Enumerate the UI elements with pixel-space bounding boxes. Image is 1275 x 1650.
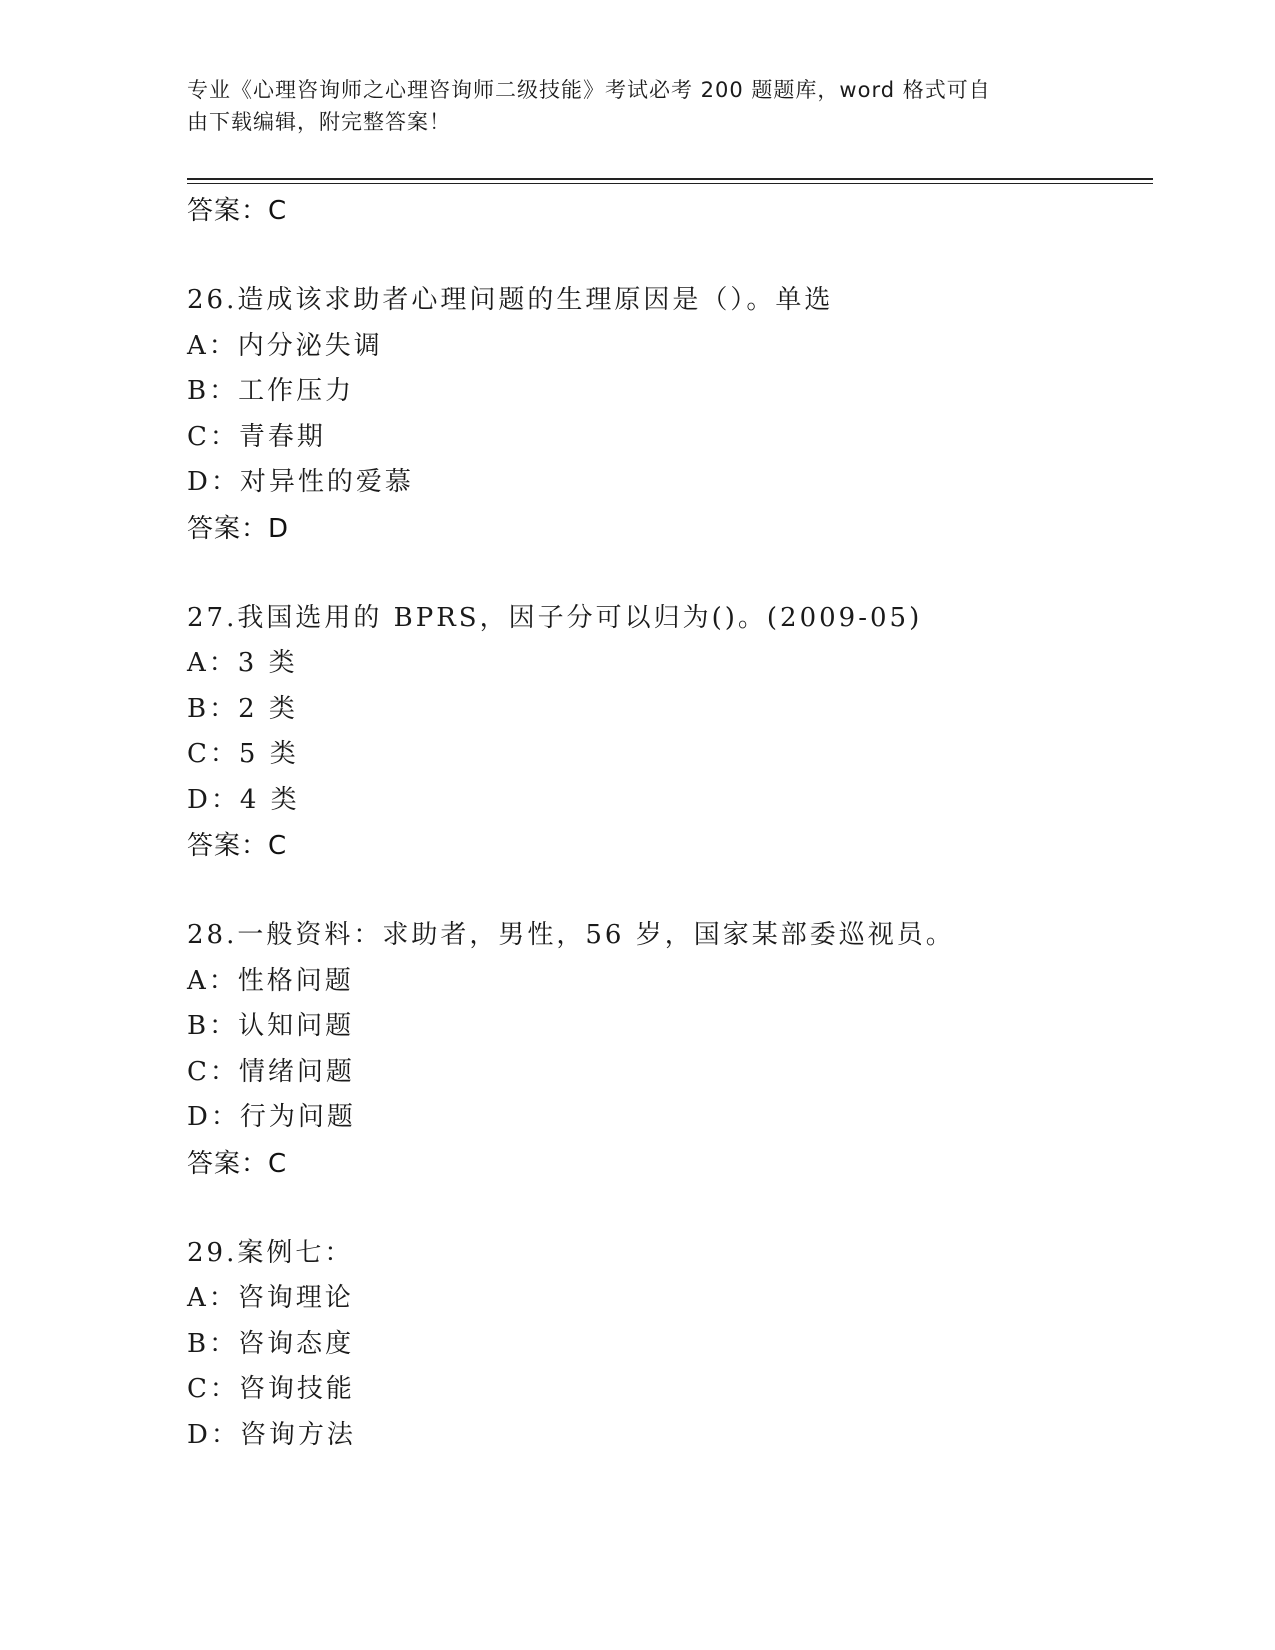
option-d: D：4 类 (187, 784, 300, 815)
question-29 (187, 1231, 1147, 1459)
answer-line: 答案：D (187, 513, 290, 544)
answer-line: 答案：C (187, 1148, 288, 1179)
question-list (187, 188, 1147, 1502)
option-c: C：情绪问题 (187, 1056, 355, 1087)
question-28 (187, 913, 1147, 1187)
question-title: 29.案例七： (187, 1237, 354, 1268)
header-line-1: 专业《心理咨询师之心理咨询师二级技能》考试必考 200 题题库，word 格式可自 (187, 78, 991, 102)
question-title: 28.一般资料：求助者，男性，56 岁，国家某部委巡视员。 (187, 920, 955, 950)
option-a: A：内分泌失调 (187, 330, 383, 361)
header-divider-thin (187, 183, 1153, 184)
document-header (187, 74, 1067, 138)
answer-line: 答案：C (187, 196, 288, 226)
option-c: C：5 类 (187, 739, 299, 769)
option-c: C：青春期 (187, 421, 326, 452)
question-27 (187, 596, 1147, 870)
option-d: D：对异性的爱慕 (187, 467, 414, 497)
question-26 (187, 278, 1147, 552)
option-b: B：咨询态度 (187, 1328, 355, 1359)
option-a: A：3 类 (187, 648, 298, 678)
header-divider-thick (187, 178, 1153, 180)
option-b: B：认知问题 (187, 1011, 355, 1041)
question-title: 27.我国选用的 BPRS，因子分可以归为()。(2009-05) (187, 602, 923, 633)
option-a: A：性格问题 (187, 965, 354, 996)
option-b: B：工作压力 (187, 376, 355, 406)
option-b: B：2 类 (187, 693, 298, 724)
question-title: 26.造成该求助者心理问题的生理原因是（）。单选 (187, 285, 834, 315)
option-a: A：咨询理论 (187, 1283, 354, 1313)
option-c: C：咨询技能 (187, 1374, 355, 1404)
answer-line: 答案：C (187, 831, 288, 861)
header-line-2: 由下载编辑，附完整答案！ (187, 110, 451, 134)
option-d: D：咨询方法 (187, 1419, 356, 1450)
option-d: D：行为问题 (187, 1102, 356, 1132)
